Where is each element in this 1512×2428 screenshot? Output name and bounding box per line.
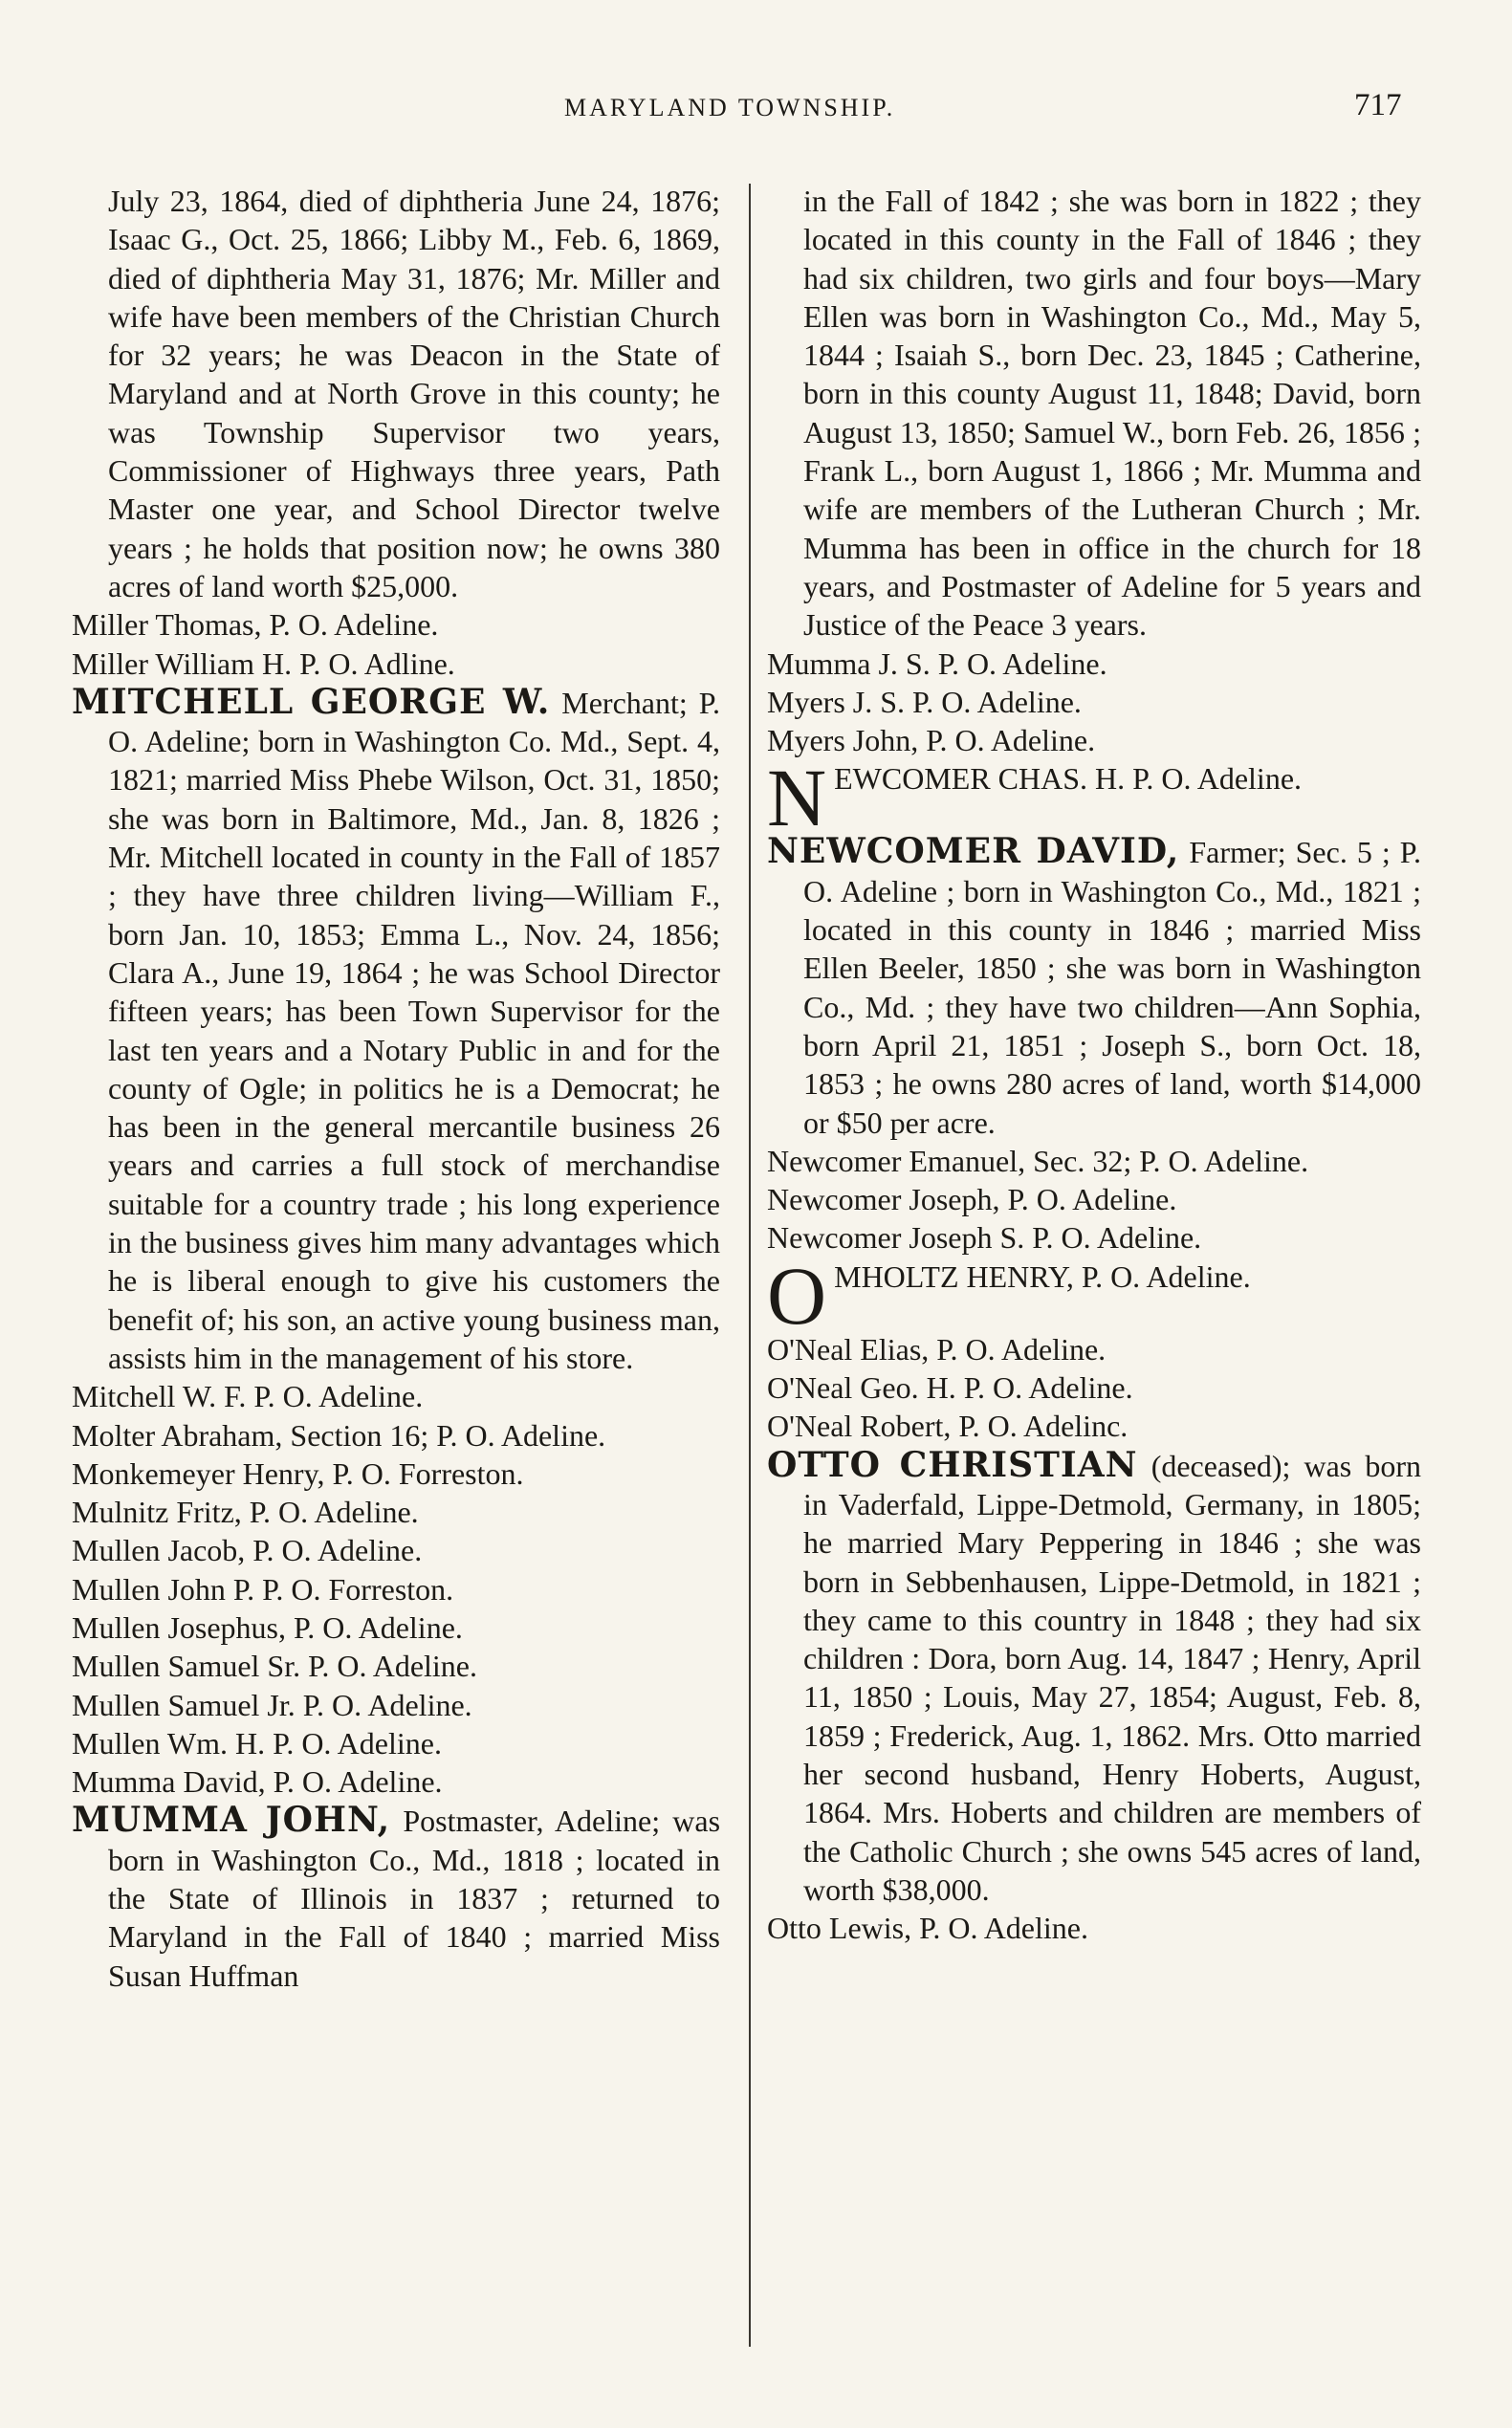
entry-oneal-robert: O'Neal Robert, P. O. Adelinc. [767, 1409, 1129, 1444]
entry-mullen-samuel-sr: Mullen Samuel Sr. P. O. Adeline. [72, 1649, 477, 1684]
entry-mitchell-george [72, 683, 720, 1377]
entry-newcomer-joseph: Newcomer Joseph, P. O. Adeline. [767, 1182, 1177, 1217]
entry-otto-lewis: Otto Lewis, P. O. Adeline. [767, 1911, 1088, 1946]
entry-mullen-wm: Mullen Wm. H. P. O. Adeline. [72, 1725, 442, 1761]
entry-text-omholtz-henry: MHOLTZ HENRY, P. O. Adeline. [834, 1258, 1251, 1294]
entry-mullen-josephus: Mullen Josephus, P. O. Adeline. [72, 1609, 463, 1645]
entry-molter-abraham: Molter Abraham, Section 16; P. O. Adeline. [72, 1417, 606, 1453]
entry-mullen-jacob: Mullen Jacob, P. O. Adeline. [72, 1533, 423, 1568]
entry-mullen-john: Mullen John P. P. O. Forreston. [72, 1571, 454, 1607]
entry-miller-thomas: Miller Thomas, P. O. Adeline. [72, 607, 439, 643]
entry-oneal-elias: O'Neal Elias, P. O. Adeline. [767, 1331, 1107, 1367]
running-title: MARYLAND TOWNSHIP. [564, 94, 896, 121]
entry-newcomer-joseph-s: Newcomer Joseph S. P. O. Adeline. [767, 1220, 1202, 1256]
entry-text-newcomer-chas: EWCOMER CHAS. H. P. O. Adeline. [834, 761, 1303, 797]
page-number: 717 [1354, 88, 1402, 122]
entry-omholtz-henry [767, 1258, 1421, 1330]
entry-monkemeyer-henry: Monkemeyer Henry, P. O. Forreston. [72, 1455, 524, 1491]
entry-myers-john: Myers John, P. O. Adeline. [767, 723, 1096, 758]
right-column [767, 182, 1421, 1947]
entry-name-mitchell-george: MITCHELL GEORGE W. [72, 681, 551, 722]
entry-bio-mitchell-george: Merchant; P. O. Adeline; born in Washington Co. Md., Sept. 4, 1821; married Miss Phebe Wilson, Oct. 31, 1850; she was born in Baltimore, Md., Jan. 8, 1826 ; Mr. Mitchell located in county in the Fall of 1857 ; they have three children living—William F., born Jan. 10, 1853; Emma L., Nov. 24, 1856; Clara A., June 19, 1864 ; he was School Director fifteen years; has been Town Supervisor for the last ten years and a Notary Public in and for the county of Ogle; in politics he is a Democrat; he has been in the general mercantile business 26 years and carries a full stock of merchandise suitable for a country trade ; his long experience in the business gives him many advantages which he is liberal enough to give his customers the benefit of; his son, an active young business man, assists him in the management of his store. [108, 685, 721, 1375]
entry-otto-christian [767, 1446, 1421, 1910]
entry-mumma-john [72, 1801, 720, 1994]
entry-miller-william: Miller William H. P. O. Adline. [72, 645, 455, 681]
page-header [0, 88, 1512, 142]
entry-newcomer-david [767, 832, 1421, 1141]
entry-bio-mumma-john: Postmaster, Adeline; was born in Washington Co., Md., 1818 ; located in the State of Illinois in 1837 ; returned to Maryland in the Fall of 1840 ; married Miss Susan Huffman [108, 1804, 721, 1993]
entry-mulnitz-fritz: Mulnitz Fritz, P. O. Adeline. [72, 1495, 419, 1530]
entry-mullen-samuel-jr: Mullen Samuel Jr. P. O. Adeline. [72, 1687, 472, 1722]
entry-myers-js: Myers J. S. P. O. Adeline. [767, 684, 1082, 719]
entry-name-mumma-john: MUMMA JOHN, [72, 1800, 391, 1841]
entry-mumma-david: Mumma David, P. O. Adeline. [72, 1764, 443, 1800]
entry-mumma-js: Mumma J. S. P. O. Adeline. [767, 645, 1107, 681]
entry-bio-otto-christian: (deceased); was born in Vaderfald, Lippe-Detmold, Germany, in 1805; he married Mary Peppering in 1846 ; she was born in Sebbenhausen, Lippe-Detmold, in 1821 ; they came to this country in 1848 ; they had six children : Dora, born Aug. 14, 1847 ; Henry, April 11, 1850 ; Louis, May 27, 1854; August, Feb. 8, 1859 ; Frederick, Aug. 1, 1862. Mrs. Otto married her second husband, Henry Hoberts, August, 1864. Mrs. Hoberts and children are members of the Catholic Church ; she owns 545 acres of land, worth $38,000. [803, 1448, 1422, 1907]
entry-name-otto-christian: OTTO CHRISTIAN [767, 1444, 1138, 1485]
drop-cap-n: N [767, 759, 827, 833]
entry-mumma-continued: in the Fall of 1842 ; she was born in 1822 ; they located in this county in the Fall of 1846 ; they had six children, two girls and four boys—Mary Ellen was born in Washington Co., Md., May 5, 1844 ; Isaiah S., born Dec. 23, 1845 ; Catherine, born in this county August 11, 1848; David, born August 13, 1850; Samuel W., born Feb. 26, 1856 ; Frank L., born August 1, 1866 ; Mr. Mumma and wife are members of the Lutheran Church ; Mr. Mumma has been in office in the church for 18 years, and Postmaster of Adeline for 5 years and Justice of the Peace 3 years. [803, 184, 1421, 643]
entry-newcomer-chas [767, 759, 1421, 832]
column-divider [749, 184, 751, 2347]
entry-bio-newcomer-david: Farmer; Sec. 5 ; P. O. Adeline ; born in Washington Co., Md., 1821 ; located in this county in 1846 ; married Miss Ellen Beeler, 1850 ; she was born in Washington Co., Md. ; they have two children—Ann Sophia, born April 21, 1851 ; Joseph S., born Oct. 18, 1853 ; he owns 280 acres of land, worth $14,000 or $50 per acre. [803, 835, 1421, 1140]
entry-mitchell-wf: Mitchell W. F. P. O. Adeline. [72, 1379, 424, 1414]
entry-miller-continued: July 23, 1864, died of diphtheria June 24, 1876; Isaac G., Oct. 25, 1866; Libby M., Feb. 6, 1869, died of diphtheria May 31, 1876; Mr. Miller and wife have been members of the Christian Church for 32 years; he was Deacon in the State of Maryland and at North Grove in this county; he was Township Supervisor two years, Commissioner of Highways three years, Path Master one year, and School Director twelve years ; he holds that position now; he owns 380 acres of land worth $25,000. [108, 184, 720, 603]
drop-cap-o: O [767, 1257, 827, 1330]
entry-name-newcomer-david: NEWCOMER DAVID, [767, 831, 1180, 872]
entry-oneal-geo: O'Neal Geo. H. P. O. Adeline. [767, 1370, 1133, 1406]
entry-newcomer-emanuel: Newcomer Emanuel, Sec. 32; P. O. Adeline. [767, 1143, 1309, 1178]
left-column [72, 182, 720, 1995]
